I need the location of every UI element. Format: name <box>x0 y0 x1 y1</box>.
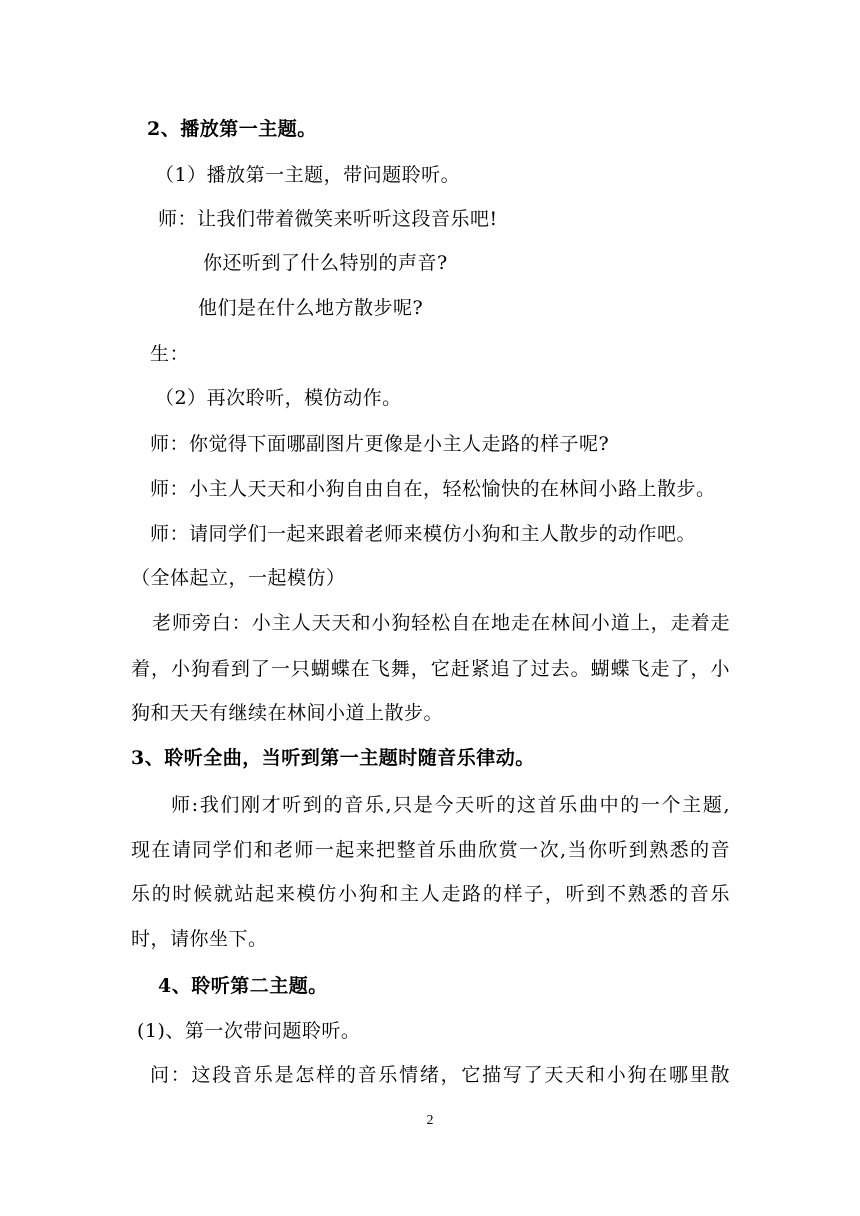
paragraph-line: 师：你觉得下面哪副图片更像是小主人走路的样子呢? <box>150 433 610 455</box>
paragraph-line: 着，小狗看到了一只蝴蝶在飞舞，它赶紧追了过去。蝴蝶飞走了，小 <box>131 658 730 680</box>
paragraph-line: (1)、第一次带问题聆听。 <box>137 1020 361 1042</box>
paragraph-line: 师：小主人天天和小狗自由自在，轻松愉快的在林间小路上散步。 <box>150 478 716 500</box>
section-heading-4: 4、聆听第二主题。 <box>158 975 328 997</box>
paragraph-line: （全体起立，一起模仿） <box>131 567 346 589</box>
paragraph-line: 问：这段音乐是怎样的音乐情绪，它描写了天天和小狗在哪里散 <box>150 1064 730 1086</box>
paragraph-line: 师：让我们带着微笑来听听这段音乐吧! <box>158 208 498 230</box>
section-heading-3: 3、聆听全曲，当听到第一主题时随音乐律动。 <box>131 747 535 769</box>
paragraph-line: （1）播放第一主题，带问题聆听。 <box>155 164 461 186</box>
paragraph-line: 老师旁白：小主人天天和小狗轻松自在地走在林间小道上，走着走 <box>152 612 730 634</box>
paragraph-line: 狗和天天有继续在林间小道上散步。 <box>131 702 444 724</box>
paragraph-line: 师：请同学们一起来跟着老师来模仿小狗和主人散步的动作吧。 <box>150 523 697 545</box>
section-heading-2: 2、播放第一主题。 <box>147 118 317 140</box>
paragraph-line: 生： <box>150 343 190 365</box>
paragraph-line: 师:我们刚才听到的音乐,只是今天听的这首乐曲中的一个主题, <box>171 794 730 816</box>
paragraph-line: 你还听到了什么特别的声音? <box>203 252 448 274</box>
page-number: 2 <box>426 1113 434 1128</box>
paragraph-line: 乐的时候就站起来模仿小狗和主人走路的样子，听到不熟悉的音乐 <box>131 883 730 905</box>
paragraph-line: 时，请你坐下。 <box>131 928 268 950</box>
paragraph-line: 他们是在什么地方散步呢? <box>198 297 424 319</box>
paragraph-line: 现在请同学们和老师一起来把整首乐曲欣赏一次,当你听到熟悉的音 <box>131 839 730 861</box>
paragraph-line: （2）再次聆听，模仿动作。 <box>155 387 402 409</box>
